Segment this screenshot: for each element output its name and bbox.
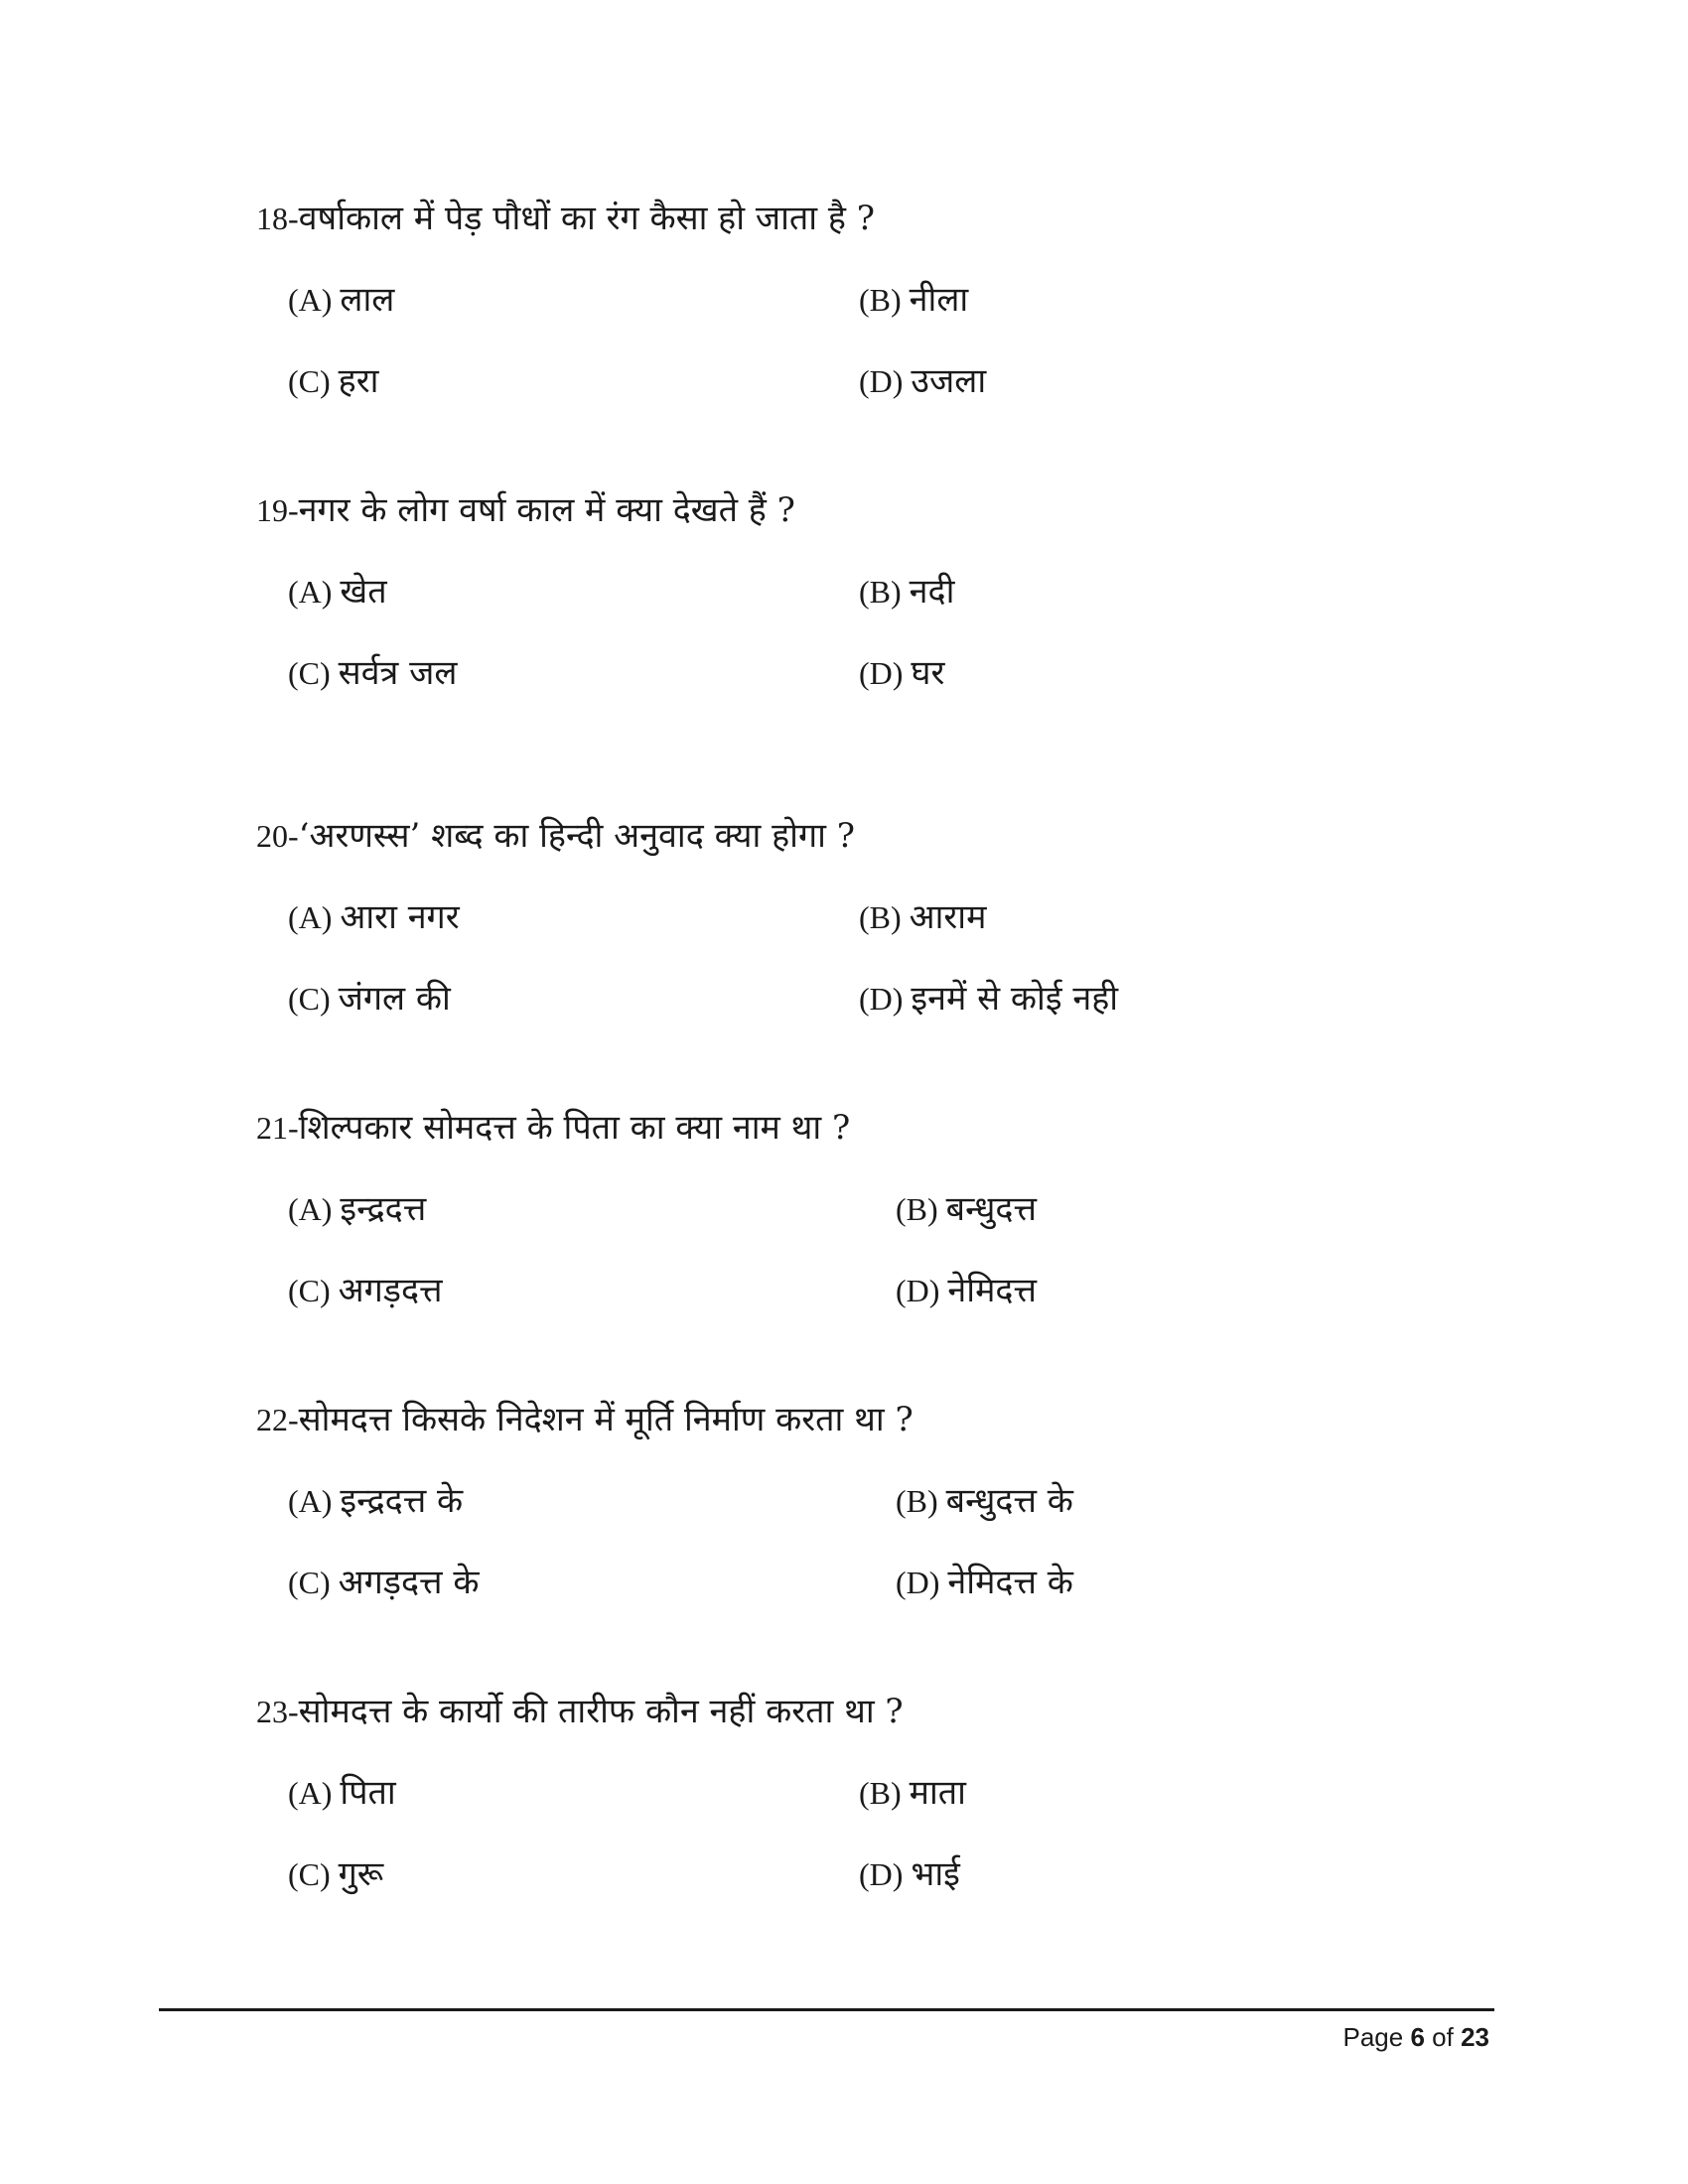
- option-b: [859, 572, 954, 612]
- option-letter: (D): [859, 363, 904, 399]
- question-number: 20-: [256, 818, 299, 854]
- option-b: [859, 1773, 966, 1813]
- option-d: [896, 1271, 1037, 1310]
- option-d: [859, 653, 944, 693]
- option-a: [288, 280, 394, 320]
- option-text: इन्द्रदत्त: [340, 1189, 427, 1229]
- option-d: [859, 1854, 960, 1894]
- question-20: [256, 816, 855, 856]
- option-c: [288, 1854, 383, 1894]
- footer-divider: [159, 2008, 1494, 2011]
- question-text: नगर के लोग वर्षा काल में क्या देखते हैं ?: [298, 490, 795, 530]
- option-letter: (A): [288, 1483, 333, 1519]
- option-text: भाई: [911, 1854, 960, 1894]
- option-text: माता: [909, 1773, 966, 1813]
- option-text: गुरू: [338, 1854, 384, 1894]
- option-a: [288, 1189, 426, 1229]
- question-number: 19-: [256, 492, 299, 528]
- option-letter: (D): [859, 655, 904, 691]
- option-c: [288, 361, 378, 401]
- option-letter: (D): [896, 1565, 940, 1600]
- option-d: [859, 361, 986, 401]
- option-letter: (B): [896, 1483, 938, 1519]
- option-c: [288, 979, 451, 1019]
- option-a: [288, 572, 387, 612]
- option-d: [896, 1563, 1073, 1602]
- option-letter: (B): [859, 282, 902, 318]
- option-text: अगड़दत्त के: [338, 1563, 480, 1602]
- question-19: [256, 490, 795, 530]
- question-22: [256, 1400, 914, 1439]
- option-text: लाल: [340, 280, 395, 320]
- question-23: [256, 1692, 904, 1731]
- question-number: 23-: [256, 1694, 299, 1729]
- option-letter: (A): [288, 282, 333, 318]
- option-text: खेत: [340, 572, 387, 612]
- option-d: [859, 979, 1118, 1019]
- option-b: [859, 897, 986, 937]
- option-letter: (D): [859, 1856, 904, 1892]
- option-text: सर्वत्र जल: [338, 653, 458, 693]
- option-text: इनमें से कोई नही: [911, 979, 1119, 1019]
- question-text: सोमदत्त के कार्यो की तारीफ कौन नहीं करता था ?: [298, 1692, 904, 1731]
- option-letter: (A): [288, 1775, 333, 1811]
- option-b: [896, 1189, 1037, 1229]
- option-a: [288, 1773, 396, 1813]
- option-letter: (C): [288, 1273, 331, 1308]
- option-letter: (B): [859, 1775, 902, 1811]
- option-text: घर: [911, 653, 945, 693]
- option-a: [288, 897, 460, 937]
- option-c: [288, 653, 457, 693]
- option-letter: (D): [859, 981, 904, 1017]
- question-number: 22-: [256, 1402, 299, 1437]
- option-text: अगड़दत्त: [338, 1271, 443, 1310]
- option-letter: (A): [288, 899, 333, 935]
- of-word: of: [1432, 2022, 1454, 2052]
- total-pages-number: 23: [1461, 2022, 1489, 2052]
- question-text: ‘अरणस्स’ शब्द का हिन्दी अनुवाद क्या होगा ?: [298, 816, 855, 856]
- option-a: [288, 1481, 463, 1521]
- option-letter: (C): [288, 981, 331, 1017]
- option-letter: (B): [859, 899, 902, 935]
- option-text: नीला: [909, 280, 969, 320]
- option-text: आराम: [909, 897, 987, 937]
- option-text: उजला: [911, 361, 987, 401]
- option-c: [288, 1271, 443, 1310]
- option-letter: (D): [896, 1273, 940, 1308]
- option-letter: (A): [288, 1191, 333, 1227]
- option-letter: (C): [288, 1565, 331, 1600]
- question-18: [256, 199, 875, 238]
- option-text: हरा: [338, 361, 379, 401]
- option-letter: (B): [896, 1191, 938, 1227]
- question-text: शिल्पकार सोमदत्त के पिता का क्या नाम था ?: [298, 1108, 851, 1148]
- question-text: सोमदत्त किसके निदेशन में मूर्ति निर्माण करता था ?: [298, 1400, 914, 1439]
- option-letter: (C): [288, 1856, 331, 1892]
- option-text: इन्द्रदत्त के: [340, 1481, 464, 1521]
- option-c: [288, 1563, 479, 1602]
- option-text: बन्धुदत्त के: [945, 1481, 1073, 1521]
- option-b: [896, 1481, 1073, 1521]
- option-letter: (C): [288, 655, 331, 691]
- option-text: आरा नगर: [340, 897, 460, 937]
- question-number: 21-: [256, 1110, 299, 1146]
- question-text: वर्षाकाल में पेड़ पौधों का रंग कैसा हो जाता है ?: [298, 199, 875, 238]
- option-text: जंगल की: [338, 979, 451, 1019]
- question-21: [256, 1108, 850, 1148]
- option-text: बन्धुदत्त: [945, 1189, 1037, 1229]
- option-text: नेमिदत्त: [947, 1271, 1037, 1310]
- page-number-footer: [1342, 2017, 1489, 2057]
- option-letter: (B): [859, 574, 902, 610]
- option-text: नदी: [909, 572, 955, 612]
- option-text: पिता: [340, 1773, 396, 1813]
- page-word: Page: [1342, 2022, 1404, 2052]
- option-b: [859, 280, 968, 320]
- option-letter: (A): [288, 574, 333, 610]
- option-letter: (C): [288, 363, 331, 399]
- option-text: नेमिदत्त के: [947, 1563, 1073, 1602]
- current-page-number: 6: [1410, 2022, 1425, 2052]
- question-number: 18-: [256, 201, 299, 236]
